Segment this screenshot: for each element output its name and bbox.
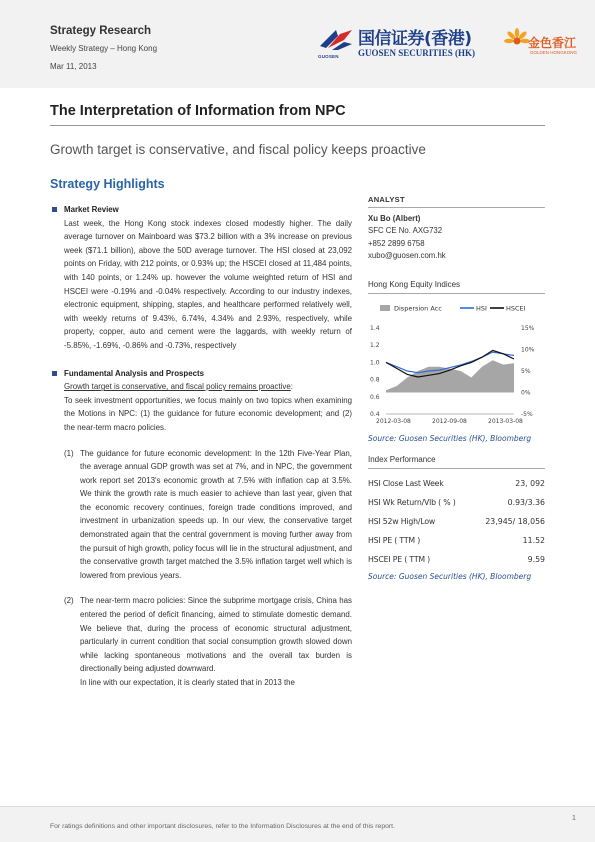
chart-svg xyxy=(368,294,545,434)
performance-value: 23, 092 xyxy=(515,479,545,489)
main-body xyxy=(50,203,352,690)
golden-hongkong-logo xyxy=(504,22,578,66)
page-subtitle: Growth target is conservative, and fiscal policy keeps proactive xyxy=(50,142,426,157)
y-right-tick-label: 5% xyxy=(521,368,531,376)
performance-row xyxy=(368,512,545,531)
performance-value: 11.52 xyxy=(522,536,545,546)
numbered-item-1: (1) The guidance for future economic development: In the 12th Five-Year Plan, the average annual GDP growth was set at 7%, and in NPC, the government work report set 2013's economic growth at 7.5% with inflation cap at 3.5%. We think the growth rate is much easier to achieve than last year, given that the economic recovery continues, foreign trade conditions improved, and investment in urbanization speeds up. In our view, the conservative target demonstrated again that the central government is moving further away from the pursuit of high growth, policy focus will lie in the structural adjustment, and the conservative growth target matched the 3.5% inflation target well which is lowered from previous years. xyxy=(64,448,352,580)
analyst-phone: +852 2899 6758 xyxy=(368,238,425,248)
logo-english-name: GUOSEN SECURITIES (HK) xyxy=(358,48,476,58)
y-left-tick-label: 0.6 xyxy=(370,393,380,401)
equity-indices-chart xyxy=(368,294,545,434)
guosen-logo-mark-icon xyxy=(318,26,354,52)
guosen-logo xyxy=(318,24,500,64)
legend-label: HSI xyxy=(476,304,487,313)
y-left-tick-label: 1.0 xyxy=(370,359,380,367)
logo-mark-text: GUOSEN xyxy=(318,54,339,59)
performance-label: HSCEI PE ( TTM ) xyxy=(368,555,431,565)
legend-label: Dispersion Acc xyxy=(394,304,442,313)
legend-label: HSCEI xyxy=(506,304,526,313)
market-review-heading: Market Review xyxy=(50,203,352,217)
numbered-item-2: (2) The near-term macro policies: Since the subprime mortgage crisis, China has entered the period of deficit financing, aimed to stimulate domestic demand. We believe that, during the process of economic structural adjustment, particularly in current condition that social consumption growth slowed down while lacking spontaneous motivations and the overall tax burden is directionally being adjusted downward. xyxy=(64,596,352,674)
fundamental-intro: To seek investment opportunities, we focus mainly on two topics when examining the Motions in NPC: (1) the guidance for future economic development; and (2) the near-term macro policies. xyxy=(64,395,352,432)
logo2-english-name: GOLDEN HONGKONG xyxy=(530,50,578,55)
x-tick-label: 2013-03-08 xyxy=(488,418,523,426)
performance-value: 23,945/ 18,056 xyxy=(485,517,545,527)
y-right-tick-label: 10% xyxy=(521,346,535,354)
analyst-name: Xu Bo (Albert) xyxy=(368,214,421,223)
performance-value: 0.93/3.36 xyxy=(507,498,545,508)
performance-label: HSI PE ( TTM ) xyxy=(368,536,421,546)
performance-label: HSI 52w High/Low xyxy=(368,517,436,527)
numbered-item-2-continuation: In line with our expectation, it is clearly stated that in 2013 the xyxy=(80,678,295,687)
report-header xyxy=(0,0,595,88)
performance-source: Source: Guosen Securities (HK), Bloomberg xyxy=(368,572,532,582)
x-tick-label: 2012-09-08 xyxy=(432,418,467,426)
fundamental-subheading: Growth target is conservative, and fiscal policy remains proactive: xyxy=(64,382,293,392)
performance-row xyxy=(368,531,545,550)
logo2-chinese-name: 金色香江 xyxy=(528,36,577,50)
report-date: Mar 11, 2013 xyxy=(50,62,97,71)
page-number: 1 xyxy=(572,815,576,822)
title-divider xyxy=(50,125,545,126)
logo-chinese-name: 国信证券(香港) xyxy=(358,29,472,49)
y-left-tick-label: 0.8 xyxy=(370,376,380,384)
fundamental-heading: Fundamental Analysis and Prospects xyxy=(50,367,352,381)
footer-divider xyxy=(0,806,595,807)
x-tick-label: 2012-03-08 xyxy=(376,418,411,426)
y-right-tick-label: -5% xyxy=(521,411,533,419)
performance-label: HSI Close Last Week xyxy=(368,479,444,489)
analyst-sfc: SFC CE No. AXG732 xyxy=(368,226,443,236)
performance-value: 9.59 xyxy=(527,555,545,565)
sunburst-icon xyxy=(504,28,530,54)
analyst-email[interactable]: xubo@guosen.com.hk xyxy=(368,250,446,260)
y-left-tick-label: 1.2 xyxy=(370,342,380,350)
y-left-tick-label: 1.4 xyxy=(370,325,380,333)
bullet-square-icon xyxy=(52,207,57,212)
performance-row xyxy=(368,550,545,569)
legend-swatch xyxy=(380,305,390,311)
performance-row xyxy=(368,474,545,493)
report-type: Strategy Research xyxy=(50,25,151,37)
dispersion-area-series xyxy=(386,360,514,392)
y-right-tick-label: 0% xyxy=(521,389,531,397)
bullet-square-icon xyxy=(52,371,57,376)
chart-source: Source: Guosen Securities (HK), Bloomberg xyxy=(368,434,532,444)
y-left-tick-label: 0.4 xyxy=(370,411,380,419)
performance-label: HSI Wk Return/Vlb ( % ) xyxy=(368,498,456,508)
performance-heading: Index Performance xyxy=(368,455,545,469)
report-subtype: Weekly Strategy – Hong Kong xyxy=(50,44,158,53)
section-title: Strategy Highlights xyxy=(50,177,165,191)
market-review-text: Last week, the Hong Kong stock indexes closed modestly higher. The daily average turnover on Mainboard was $73.2 billion with a 3% increase on previous week ($71.1 billion), above the 50D average turnover. The HSI closed at 23,092 points on Friday, with 212 points, or 0.93% up; the HSCEI closed at 11,484 points, with 140 points, or 1.24% up. however the volume weighted return of HSI and HSCEI were -0.19% and -0.04% respectively. According to our industry indexes, electronic equipment, shipping, staples, and healthcare performed relatively well, with weekly returns of 9.43%, 6.74%, 4.34% and 2.93%, respectively, while property, copper, auto and cement were the laggards, with weekly return of -5.85%, -1.69%, -0.86% and -0.73%, respectively xyxy=(64,218,352,350)
sidebar xyxy=(368,195,545,581)
chart-box-heading: Hong Kong Equity Indices xyxy=(368,280,545,294)
y-right-tick-label: 15% xyxy=(521,325,535,333)
footer-disclaimer: For ratings definitions and other important disclosures, refer to the Information Disclosures at the end of this report. xyxy=(50,823,395,830)
performance-table xyxy=(368,474,545,569)
performance-row xyxy=(368,493,545,512)
analyst-heading: ANALYST xyxy=(368,195,545,208)
page-title: The Interpretation of Information from NPC xyxy=(50,103,346,119)
